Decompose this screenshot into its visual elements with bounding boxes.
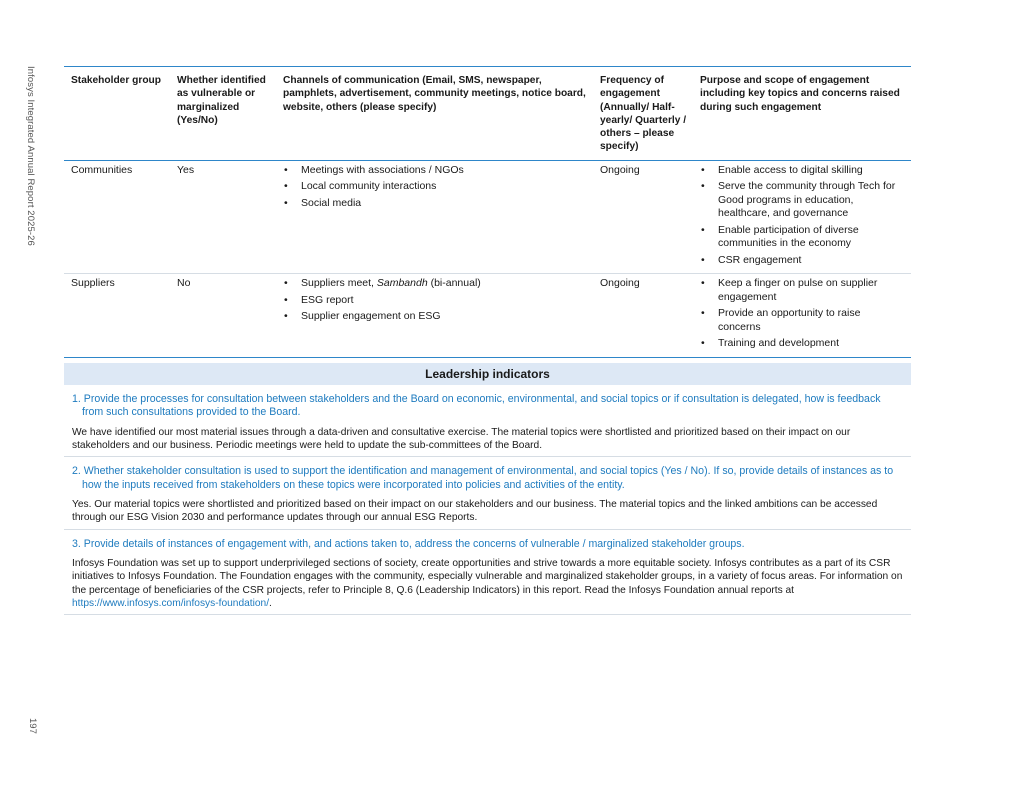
cell-purpose [693, 274, 911, 358]
list-item: • Provide an opportunity to raise concerns [700, 307, 905, 334]
page-content [64, 66, 911, 615]
list-item: • CSR engagement [700, 254, 905, 268]
cell-frequency: Ongoing [593, 274, 693, 358]
list-item: • Supplier engagement on ESG [283, 310, 587, 324]
table-row [64, 160, 911, 274]
stakeholder-engagement-table [64, 66, 911, 358]
page-number: 197 [27, 718, 38, 734]
answer-1: We have identified our most material issues through a data-driven and consultative exercise. The material topics were shortlisted and prioritized based on their impact on our stakeholders and our business. Periodic meetings were held to update the sub-committees of the Board. [72, 426, 851, 451]
header-vulnerable: Whether identified as vulnerable or marginalized (Yes/No) [177, 75, 266, 126]
channel-prefix: Suppliers meet, [301, 277, 377, 290]
question-block-1 [64, 385, 911, 457]
question-3: 3. Provide details of instances of engagement with, and actions taken to, address the concerns of vulnerable / marginalized stakeholder groups. [72, 537, 745, 550]
list-item: • ESG report [283, 294, 587, 308]
cell-frequency: Ongoing [593, 160, 693, 274]
table-header-row [64, 67, 911, 161]
table-row [64, 274, 911, 358]
report-side-title: Infosys Integrated Annual Report 2025-26 [25, 66, 36, 246]
list-item: • Local community interactions [283, 180, 587, 194]
list-item: • Meetings with associations / NGOs [283, 164, 587, 178]
question-block-3 [64, 530, 911, 615]
list-item: • Enable participation of diverse communities in the economy [700, 224, 905, 251]
leadership-indicators-header: Leadership indicators [64, 363, 911, 385]
list-item: • Enable access to digital skilling [700, 164, 905, 178]
cell-channels [276, 274, 593, 358]
cell-vulnerable: Yes [170, 160, 276, 274]
question-1: 1. Provide the processes for consultation between stakeholders and the Board on economic, environmental, and social topics or if consultation is delegated, how is feedback from such consultations provided to the Board. [72, 392, 881, 419]
list-item [283, 277, 587, 291]
header-channels: Channels of communication (Email, SMS, newspaper, pamphlets, advertisement, community meetings, notice board, website, others (please specify) [283, 75, 586, 113]
header-frequency: Frequency of engagement (Annually/ Half-yearly/ Quarterly / others – please specify) [600, 75, 687, 153]
answer-3-text: Infosys Foundation was set up to support underprivileged sections of society, create opportunities and strive towards a more equitable society. Infosys contributes as a part of its CSR initiatives to Infosys Foundation. The Foundation engages with the community, especially vulnerable and marginalized stakeholder groups, in a variety of focus areas. For information on the percentage of beneficiaries of the CSR projects, refer to Principle 8, Q.6 (Leadership Indicators) in this report. Read the Infosys Foundation annual reports at [72, 558, 903, 596]
list-item: • Keep a finger on pulse on supplier engagement [700, 277, 905, 304]
infosys-foundation-link[interactable]: https://www.infosys.com/infosys-foundation/ [72, 597, 270, 609]
channel-suffix: (bi-annual) [427, 277, 481, 290]
header-purpose: Purpose and scope of engagement including key topics and concerns raised during such engagement [700, 75, 900, 113]
cell-group: Communities [64, 160, 170, 274]
cell-channels [276, 160, 593, 274]
list-item: • Serve the community through Tech for Good programs in education, healthcare, and governance [700, 180, 905, 221]
question-block-2 [64, 457, 911, 529]
question-2: 2. Whether stakeholder consultation is used to support the identification and management of environmental, and social topics (Yes / No). If so, provide details of instances as to how the inputs received from stakeholders on these topics were incorporated into policies and activities of the entity. [72, 465, 894, 491]
list-item: • Training and development [700, 337, 905, 351]
header-stakeholder-group: Stakeholder group [71, 75, 162, 86]
answer-3-end: . [269, 597, 272, 609]
answer-2: Yes. Our material topics were shortlisted and prioritized based on their impact on our stakeholders and our business. The material topics and the linked ambitions can be accessed through our ESG Vision 2030 and performance updates through our annual ESG Reports. [72, 499, 878, 524]
cell-vulnerable: No [170, 274, 276, 358]
list-item: • Social media [283, 197, 587, 211]
cell-purpose [693, 160, 911, 274]
answer-3 [72, 557, 903, 610]
cell-group: Suppliers [64, 274, 170, 358]
channel-sambandh: Sambandh [376, 277, 428, 290]
